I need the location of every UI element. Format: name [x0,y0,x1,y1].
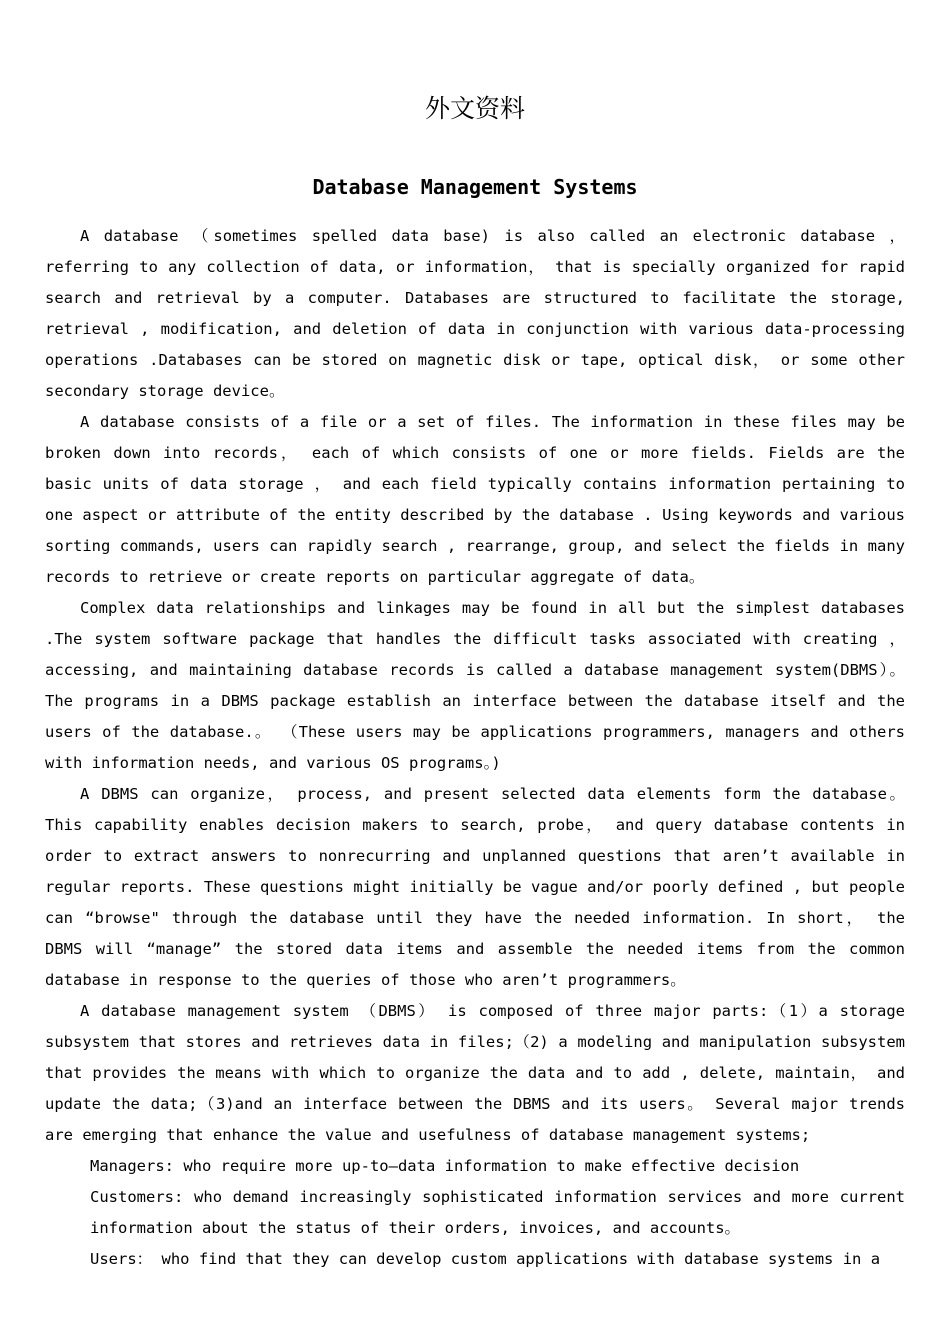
paragraph: A DBMS can organize， process, and present selected data elements form the database。 This capability enables decision makers to search, probe， and query database contents in order to extract answers to nonrecurring and unplanned questions that aren’t available in regular reports. These questions might initially be vague and/or poorly defined , but people can “browse" through the database until they have the needed information. In short， the DBMS will “manage” the stored data items and assemble the needed items from the common database in response to the queries of those who aren’t programmers。 [45,785,905,989]
paragraph: A database consists of a file or a set of files. The information in these files may be broken down into records， each of which consists of one or more fields. Fields are the basic units of data storage ， and each field typically contains information pertaining to one aspect or attribute of the entity described by the database . Using keywords and various sorting commands, users can rapidly search , rearrange, group, and select the fields in many records to retrieve or create reports on particular aggregate of data。 [45,413,905,586]
paragraph: Complex data relationships and linkages may be found in all but the simplest databases .The system software package that handles the difficult tasks associated with creating ， accessing, and maintaining database records is called a database management system(DBMS）。The programs in a DBMS package establish an interface between the database itself and the users of the database.。 （These users may be applications programmers, managers and others with information needs, and various OS programs。) [45,599,905,772]
page-heading-chinese: 外文资料 [424,94,525,123]
document-body [45,221,905,1275]
trend-list [45,1151,905,1275]
list-item: Customers: who demand increasingly sophisticated information services and more current information about the status of their orders, invoices, and accounts。 [90,1188,905,1237]
list-item: Managers: who require more up-to—data information to make effective decision [90,1157,800,1175]
paragraph: A database management system （DBMS） is composed of three major parts:（1）a storage subsystem that stores and retrieves data in files;（2) a modeling and manipulation subsystem that provides the means with which to organize the data and to add , delete, maintain， and update the data;（3)and an interface between the DBMS and its users。 Several major trends are emerging that enhance the value and usefulness of database management systems; [45,1002,905,1144]
list-item: Users： who find that they can develop custom applications with database systems in a [90,1250,881,1268]
document-title: Database Management Systems [312,175,638,199]
paragraph: A database （sometimes spelled data base) is also called an electronic database ， referring to any collection of data, or information， that is specially organized for rapid search and retrieval by a computer. Databases are structured to facilitate the storage, retrieval , modification, and deletion of data in conjunction with various data-processing operations .Databases can be stored on magnetic disk or tape, optical disk， or some other secondary storage device。 [45,227,905,400]
